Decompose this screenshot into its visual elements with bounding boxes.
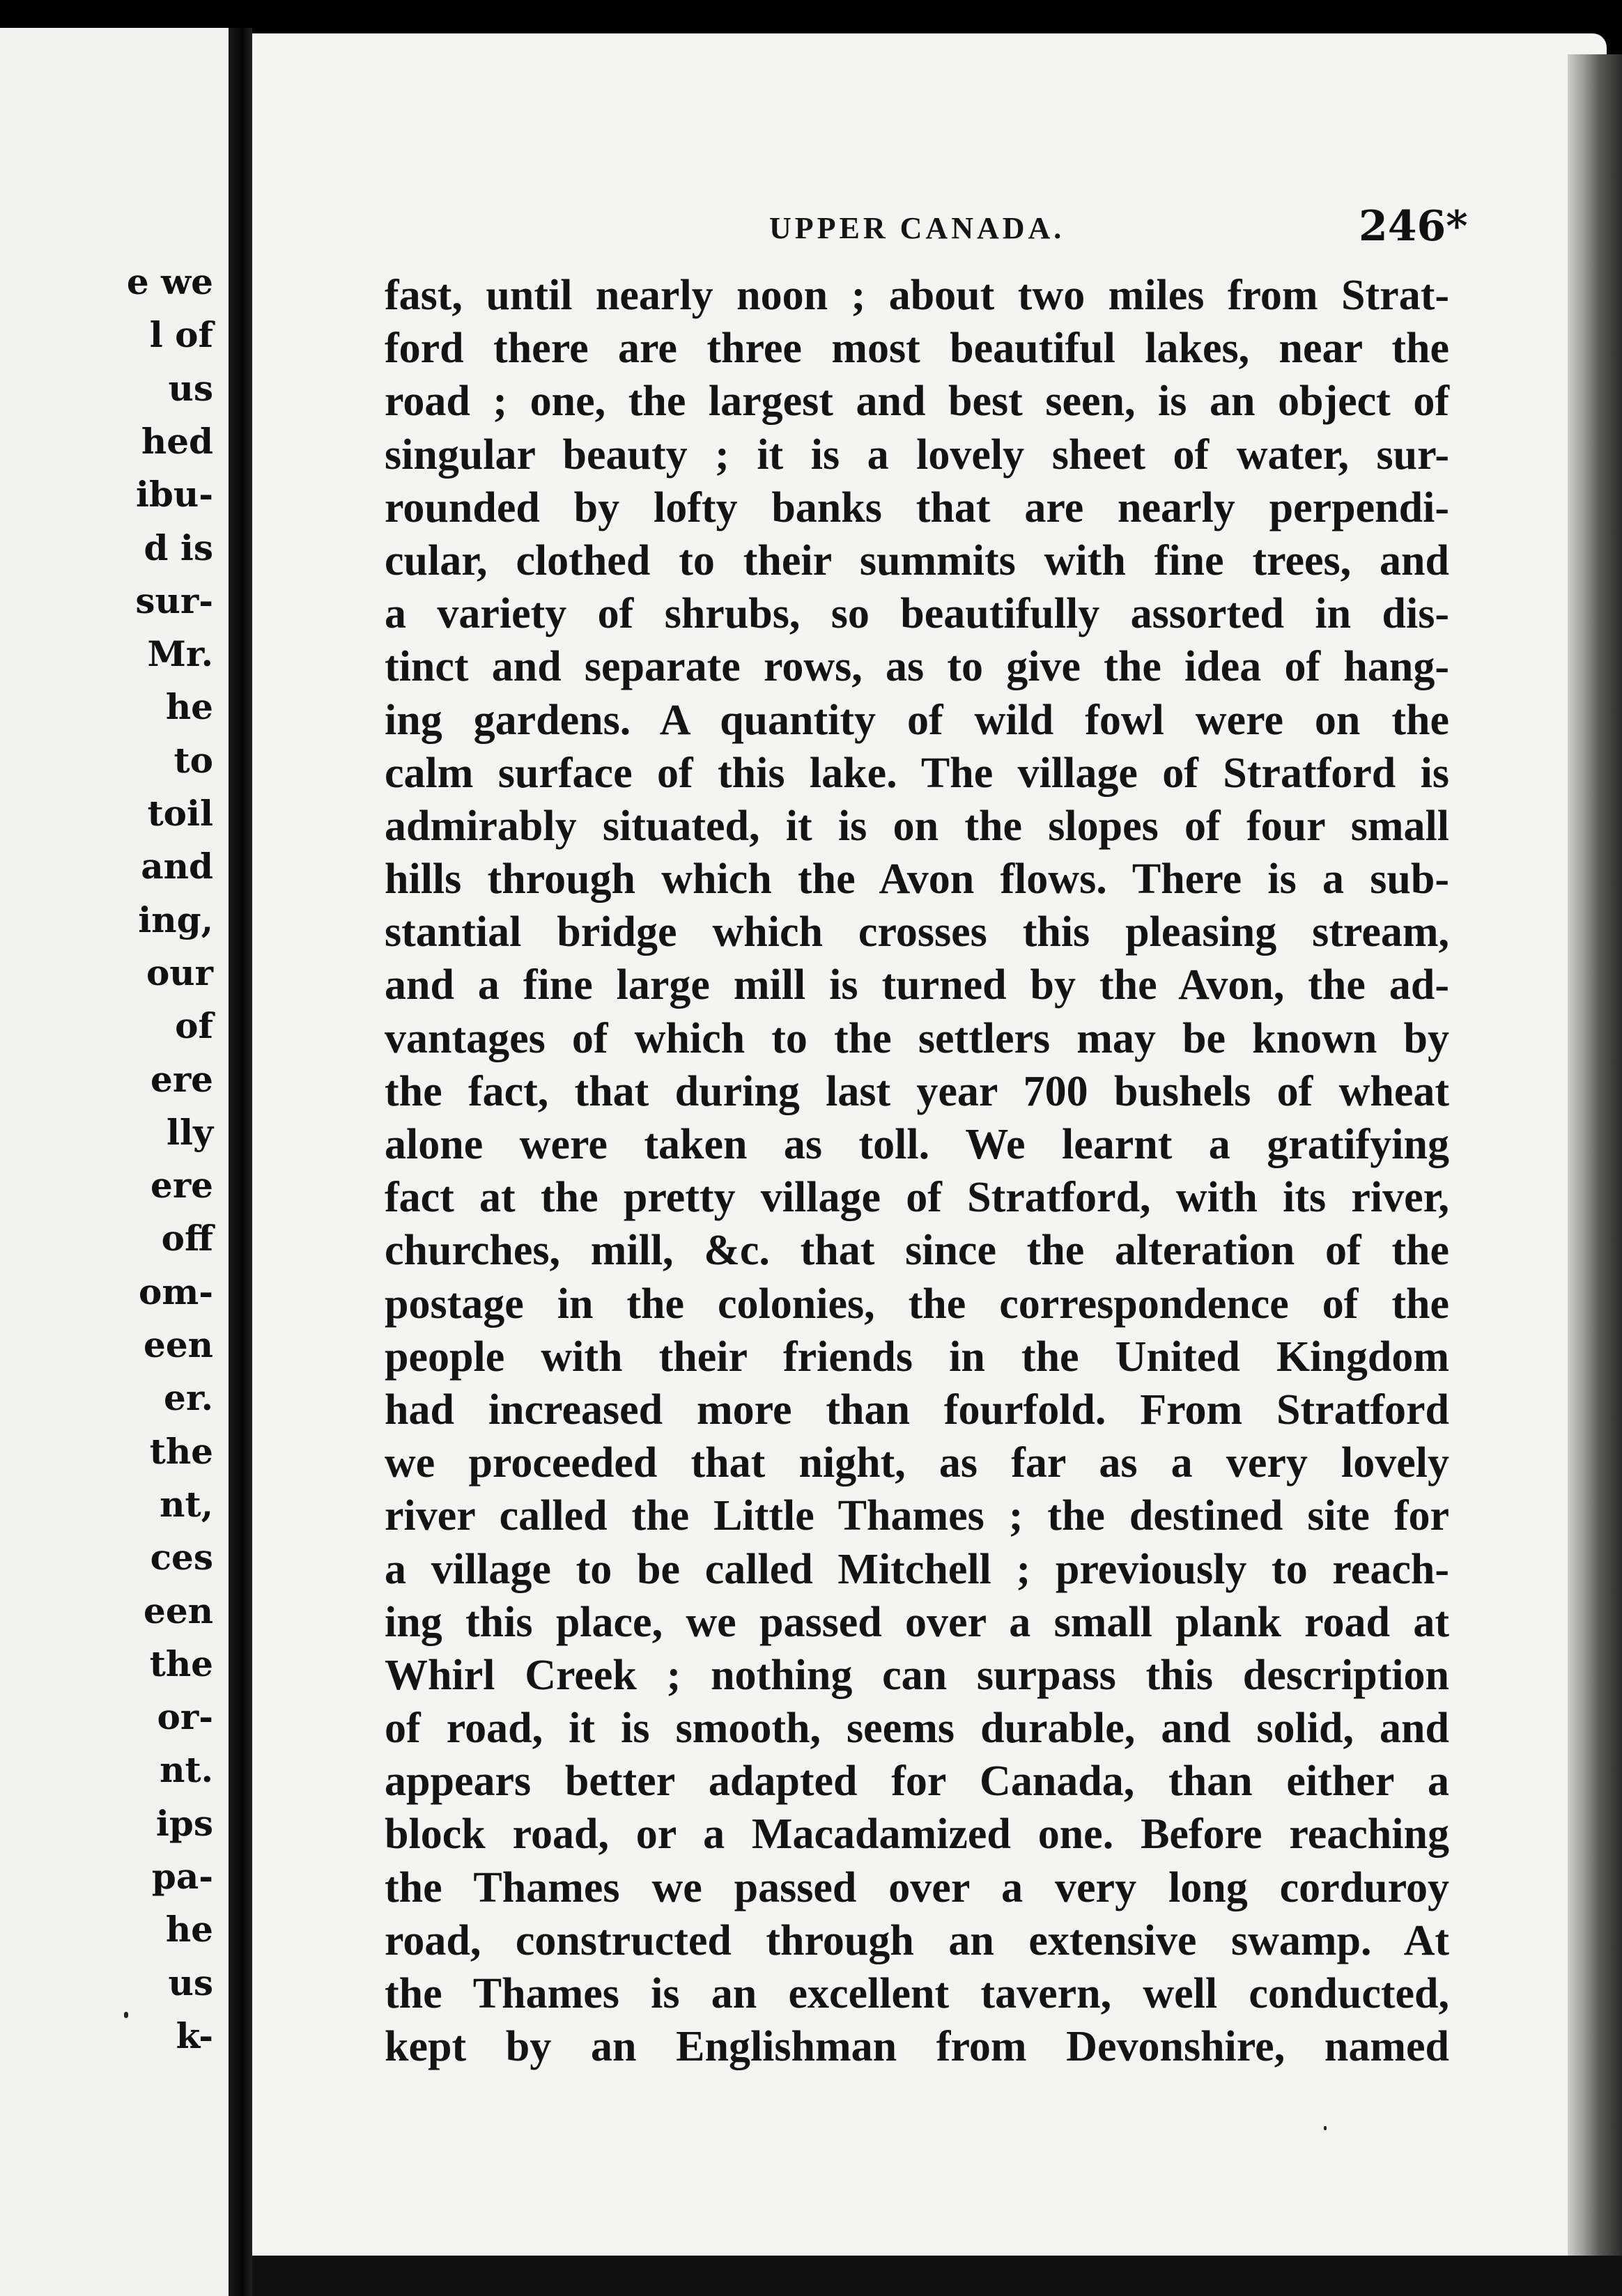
left-page-line-fragment: een: [144, 1590, 213, 1631]
left-page-line-fragment: ces: [150, 1537, 213, 1578]
text-line: churches, mill, &c. that since the alteration of the: [385, 1227, 1449, 1275]
left-page-line-fragment: k-: [176, 2015, 213, 2056]
text-line: rounded by lofty banks that are nearly perpendi-: [385, 483, 1449, 532]
right-page-edge-shadow: [1568, 54, 1622, 2296]
text-line: river called the Little Thames ; the destined site for: [385, 1492, 1449, 1540]
text-line: Whirl Creek ; nothing can surpass this description: [385, 1651, 1449, 1699]
left-page-line-fragment: nt,: [160, 1483, 213, 1525]
left-page-line-fragment: lly: [166, 1111, 213, 1153]
text-line: a variety of shrubs, so beautifully assorted in dis-: [385, 590, 1449, 638]
text-line: kept by an Englishman from Devonshire, named: [385, 2023, 1449, 2071]
left-page-line-fragment: us: [168, 367, 213, 409]
left-page-line-fragment: to: [173, 739, 213, 781]
text-line: calm surface of this lake. The village of Stratford is: [385, 749, 1449, 797]
left-page-line-fragment: Mr.: [147, 633, 213, 675]
text-line: people with their friends in the United Kingdom: [385, 1333, 1449, 1381]
text-line: vantages of which to the settlers may be known by: [385, 1014, 1449, 1062]
text-line: a village to be called Mitchell ; previously to reach-: [385, 1545, 1449, 1593]
left-page-line-fragment: the: [149, 1430, 213, 1472]
left-page-line-fragment: ips: [155, 1802, 213, 1844]
running-head: UPPER CANADA.: [769, 211, 1065, 245]
bottom-shadow: [252, 2256, 1622, 2296]
left-page-line-fragment: of: [175, 1005, 213, 1047]
ink-speck: [124, 2012, 128, 2018]
text-line: alone were taken as toll. We learnt a gratifying: [385, 1121, 1449, 1168]
text-line: appears better adapted for Canada, than either a: [385, 1758, 1449, 1806]
left-page-line-fragment: our: [146, 952, 213, 993]
text-line: the Thames is an excellent tavern, well conducted,: [385, 1970, 1449, 2017]
left-page-line-fragment: the: [149, 1643, 213, 1684]
text-line: block road, or a Macadamized one. Before reaching: [385, 1810, 1449, 1859]
left-page-line-fragment: er.: [164, 1377, 213, 1419]
text-line: ing this place, we passed over a small plank road at: [385, 1598, 1449, 1646]
text-line: admirably situated, it is on the slopes of four small: [385, 802, 1449, 850]
text-line: and a fine large mill is turned by the Avon, the ad-: [385, 961, 1449, 1009]
text-line: hills through which the Avon flows. There is a sub-: [385, 855, 1449, 903]
text-line: the fact, that during last year 700 bushels of wheat: [385, 1067, 1449, 1115]
page-number: 246*: [1359, 202, 1468, 251]
body-text: [385, 269, 1449, 2073]
text-line: of road, it is smooth, seems durable, and solid, and: [385, 1705, 1449, 1753]
text-line: road, constructed through an extensive swamp. At: [385, 1916, 1449, 1964]
left-page-line-fragment: or-: [157, 1696, 213, 1738]
left-page-line-fragment: ere: [150, 1165, 213, 1207]
left-page-line-fragment: he: [165, 1909, 213, 1950]
text-line: fact at the pretty village of Stratford, with its river,: [385, 1174, 1449, 1222]
left-page-line-fragment: om-: [138, 1271, 213, 1312]
left-page-line-fragment: e we: [126, 261, 213, 302]
text-line: ford there are three most beautiful lakes, near the: [385, 325, 1449, 373]
text-line: ing gardens. A quantity of wild fowl were on the: [385, 696, 1449, 744]
left-page-line-fragment: he: [165, 686, 213, 728]
left-page-line-fragment: hed: [141, 420, 213, 462]
book-gutter: [229, 28, 252, 2296]
left-page-line-fragment: pa-: [151, 1856, 213, 1897]
left-page-line-fragment: ing,: [138, 899, 213, 940]
left-page-line-fragment: and: [141, 846, 213, 887]
left-page-line-fragment: ere: [150, 1058, 213, 1100]
text-line: the Thames we passed over a very long corduroy: [385, 1863, 1449, 1911]
left-page-line-fragment: toil: [147, 793, 213, 834]
left-page-line-fragment: off: [161, 1218, 213, 1259]
left-page-line-fragment: d is: [144, 527, 213, 568]
left-page-line-fragment: ibu-: [135, 474, 213, 515]
ink-speck: [1324, 2126, 1327, 2130]
left-page-line-fragment: nt.: [160, 1749, 213, 1791]
text-line: we proceeded that night, as far as a very lovely: [385, 1439, 1449, 1487]
text-line: fast, until nearly noon ; about two miles from Strat-: [385, 272, 1449, 319]
left-page-line-fragment: een: [144, 1324, 213, 1365]
text-line: singular beauty ; it is a lovely sheet of water, sur-: [385, 430, 1449, 479]
text-line: cular, clothed to their summits with fine trees, and: [385, 536, 1449, 584]
text-line: stantial bridge which crosses this pleasing stream,: [385, 908, 1449, 956]
text-line: postage in the colonies, the correspondence of the: [385, 1280, 1449, 1328]
text-line: tinct and separate rows, as to give the idea of hang-: [385, 643, 1449, 691]
left-page-line-fragment: l of: [149, 314, 213, 356]
left-page-line-fragment: sur-: [135, 580, 213, 621]
left-page-line-fragment: us: [168, 1962, 213, 2003]
text-line: road ; one, the largest and best seen, is an object of: [385, 378, 1449, 426]
left-page: [0, 28, 229, 2296]
text-line: had increased more than fourfold. From Stratford: [385, 1386, 1449, 1434]
